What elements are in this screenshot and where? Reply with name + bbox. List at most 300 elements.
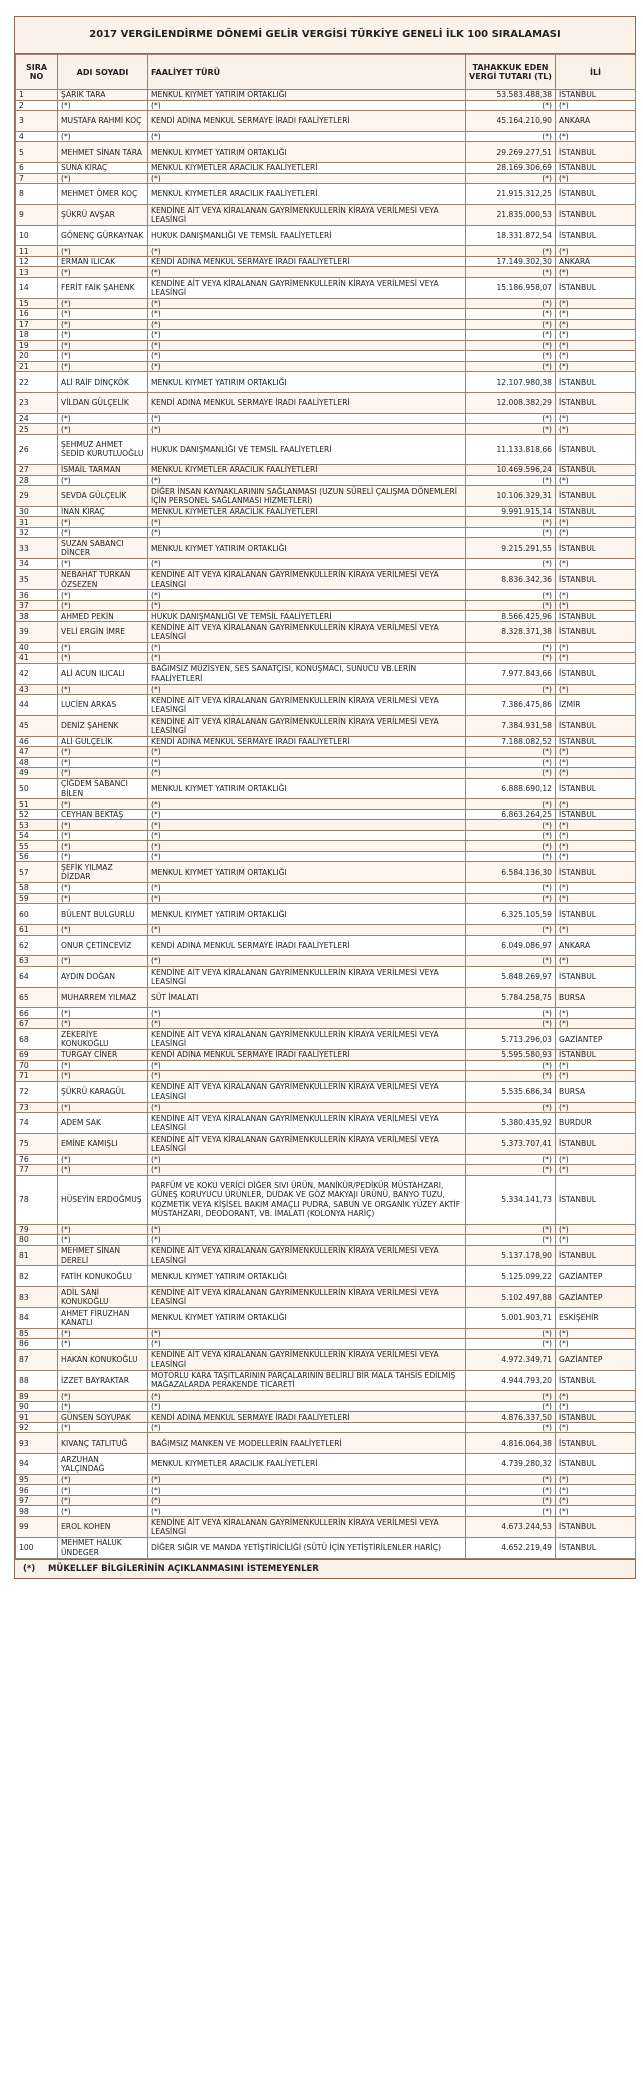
cell-city: GAZİANTEP — [556, 1287, 636, 1308]
table-row — [16, 799, 636, 810]
table-row — [16, 757, 636, 768]
table-row — [16, 506, 636, 517]
cell-amount: 6.584.136,30 — [466, 862, 556, 883]
footer-text: MÜKELLEF BİLGİLERİNİN AÇIKLANMASINI İSTEMEYENLER — [47, 1563, 319, 1574]
document-title: 2017 VERGİLENDİRME DÖNEMİ GELİR VERGİSİ TÜRKİYE GENELİ İLK 100 SIRALAMASI — [15, 17, 635, 54]
cell-amount: 4.972.349,71 — [466, 1349, 556, 1370]
cell-activity: MENKUL KIYMETLER ARACILIK FAALİYETLERİ — [148, 184, 466, 205]
cell-rank: 44 — [16, 695, 58, 716]
cell-rank: 52 — [16, 809, 58, 820]
cell-city: (*) — [556, 1235, 636, 1246]
cell-activity: MENKUL KIYMETLER ARACILIK FAALİYETLERİ — [148, 465, 466, 476]
cell-activity: (*) — [148, 1422, 466, 1433]
cell-activity: (*) — [148, 1495, 466, 1506]
cell-rank: 33 — [16, 538, 58, 559]
cell-activity: (*) — [148, 1328, 466, 1339]
cell-name: SUNA KIRAÇ — [58, 163, 148, 174]
table-row — [16, 966, 636, 987]
cell-name: VELİ ERGİN İMRE — [58, 621, 148, 642]
table-row — [16, 517, 636, 528]
cell-name: (*) — [58, 600, 148, 611]
table-row — [16, 527, 636, 538]
cell-city: (*) — [556, 517, 636, 528]
cell-city: GAZİANTEP — [556, 1349, 636, 1370]
cell-amount: (*) — [466, 559, 556, 570]
cell-rank: 58 — [16, 883, 58, 894]
table-row — [16, 1175, 636, 1224]
table-row — [16, 90, 636, 101]
table-row — [16, 204, 636, 225]
cell-activity: HUKUK DANIŞMANLIĞI VE TEMSİL FAALİYETLERİ — [148, 225, 466, 246]
cell-amount: (*) — [466, 361, 556, 372]
cell-rank: 81 — [16, 1245, 58, 1266]
cell-rank: 46 — [16, 736, 58, 747]
table-row — [16, 1391, 636, 1402]
cell-name: (*) — [58, 1102, 148, 1113]
cell-activity: (*) — [148, 590, 466, 601]
cell-activity: (*) — [148, 830, 466, 841]
cell-rank: 39 — [16, 621, 58, 642]
cell-city: (*) — [556, 1060, 636, 1071]
cell-rank: 70 — [16, 1060, 58, 1071]
cell-city: İSTANBUL — [556, 225, 636, 246]
cell-activity: (*) — [148, 883, 466, 894]
cell-amount: 4.876.337,50 — [466, 1412, 556, 1423]
table-row — [16, 1071, 636, 1082]
cell-name: (*) — [58, 1165, 148, 1176]
cell-rank: 40 — [16, 642, 58, 653]
cell-name: MUHARREM YILMAZ — [58, 987, 148, 1008]
cell-rank: 28 — [16, 475, 58, 486]
cell-name: (*) — [58, 1339, 148, 1350]
cell-name: ALİ RAİF DİNÇKÖK — [58, 372, 148, 393]
table-row — [16, 715, 636, 736]
cell-city: (*) — [556, 319, 636, 330]
table-row — [16, 1485, 636, 1496]
cell-city: İSTANBUL — [556, 1175, 636, 1224]
cell-activity: (*) — [148, 1235, 466, 1246]
cell-amount: 5.713.296,03 — [466, 1029, 556, 1050]
cell-rank: 74 — [16, 1113, 58, 1134]
cell-activity: HUKUK DANIŞMANLIĞI VE TEMSİL FAALİYETLERİ — [148, 434, 466, 464]
cell-amount: 6.049.086,97 — [466, 935, 556, 956]
cell-activity: (*) — [148, 642, 466, 653]
cell-rank: 31 — [16, 517, 58, 528]
cell-name: (*) — [58, 267, 148, 278]
cell-amount: 6.863.264,25 — [466, 809, 556, 820]
table-row — [16, 611, 636, 622]
cell-amount: (*) — [466, 757, 556, 768]
table-row — [16, 1224, 636, 1235]
cell-activity: MENKUL KIYMETLER ARACILIK FAALİYETLERİ — [148, 163, 466, 174]
cell-name: (*) — [58, 590, 148, 601]
cell-name: ALİ ACUN ILICALI — [58, 663, 148, 684]
cell-amount: (*) — [466, 684, 556, 695]
table-row — [16, 768, 636, 779]
cell-city: (*) — [556, 684, 636, 695]
cell-amount: 8.566.425,96 — [466, 611, 556, 622]
cell-name: İSMAİL TARMAN — [58, 465, 148, 476]
cell-amount: (*) — [466, 851, 556, 862]
cell-city: İSTANBUL — [556, 862, 636, 883]
cell-activity: (*) — [148, 1391, 466, 1402]
cell-city: (*) — [556, 851, 636, 862]
cell-amount: 18.331.872,54 — [466, 225, 556, 246]
cell-name: (*) — [58, 131, 148, 142]
cell-amount: 5.373.707,41 — [466, 1133, 556, 1154]
table-row — [16, 904, 636, 925]
table-row — [16, 1349, 636, 1370]
cell-activity: (*) — [148, 956, 466, 967]
cell-name: FERİT FAİK ŞAHENK — [58, 277, 148, 298]
cell-rank: 35 — [16, 569, 58, 590]
cell-name: (*) — [58, 517, 148, 528]
cell-amount: (*) — [466, 246, 556, 257]
cell-name: (*) — [58, 1071, 148, 1082]
table-row — [16, 1454, 636, 1475]
cell-name: MUSTAFA RAHMİ KOÇ — [58, 111, 148, 132]
cell-rank: 55 — [16, 841, 58, 852]
cell-amount: 9.991.915,14 — [466, 506, 556, 517]
table-row — [16, 590, 636, 601]
cell-name: (*) — [58, 246, 148, 257]
cell-activity: (*) — [148, 1018, 466, 1029]
cell-amount: (*) — [466, 1102, 556, 1113]
cell-activity: KENDİNE AİT VEYA KİRALANAN GAYRİMENKULLERİN KİRAYA VERİLMESİ VEYA LEASİNGİ — [148, 1287, 466, 1308]
cell-name: MEHMET ÖMER KOÇ — [58, 184, 148, 205]
cell-activity: (*) — [148, 424, 466, 435]
cell-city: (*) — [556, 925, 636, 936]
cell-name: (*) — [58, 830, 148, 841]
table-row — [16, 475, 636, 486]
cell-city: (*) — [556, 100, 636, 111]
cell-city: İSTANBUL — [556, 569, 636, 590]
cell-name: (*) — [58, 768, 148, 779]
cell-rank: 25 — [16, 424, 58, 435]
cell-name: (*) — [58, 1224, 148, 1235]
cell-activity: KENDİ ADINA MENKUL SERMAYE İRADI FAALİYETLERİ — [148, 736, 466, 747]
cell-name: MEHMET HALUK ÜNDEGER — [58, 1537, 148, 1558]
table-row — [16, 830, 636, 841]
cell-activity: (*) — [148, 1474, 466, 1485]
cell-name: (*) — [58, 893, 148, 904]
cell-rank: 95 — [16, 1474, 58, 1485]
cell-city: İSTANBUL — [556, 1050, 636, 1061]
cell-amount: (*) — [466, 1339, 556, 1350]
cell-activity: (*) — [148, 768, 466, 779]
cell-rank: 69 — [16, 1050, 58, 1061]
cell-amount: 10.106.329,31 — [466, 486, 556, 507]
cell-activity: (*) — [148, 1339, 466, 1350]
cell-activity: MENKUL KIYMET YATIRIM ORTAKLIĞI — [148, 904, 466, 925]
cell-city: İSTANBUL — [556, 142, 636, 163]
table-row — [16, 1495, 636, 1506]
cell-amount: (*) — [466, 1071, 556, 1082]
cell-name: ADEM SAK — [58, 1113, 148, 1134]
cell-amount: (*) — [466, 424, 556, 435]
cell-rank: 100 — [16, 1537, 58, 1558]
cell-name: AYDIN DOĞAN — [58, 966, 148, 987]
cell-amount: 5.137.178,90 — [466, 1245, 556, 1266]
cell-rank: 51 — [16, 799, 58, 810]
cell-name: ERMAN ILICAK — [58, 256, 148, 267]
cell-city: BURSA — [556, 1081, 636, 1102]
cell-rank: 62 — [16, 935, 58, 956]
table-row — [16, 987, 636, 1008]
cell-city: (*) — [556, 527, 636, 538]
cell-activity: (*) — [148, 1401, 466, 1412]
cell-name: DENİZ ŞAHENK — [58, 715, 148, 736]
cell-rank: 67 — [16, 1018, 58, 1029]
cell-name: (*) — [58, 653, 148, 664]
cell-activity: PARFÜM VE KOKU VERİCİ DİĞER SIVI ÜRÜN, MANİKÜR/PEDİKÜR MÜSTAHZARI, GÜNEŞ KORUYUCU ÜRÜNLER, DUDAK VE GÖZ MAKYAJI ÜRÜNÜ, BANYO TUZU, KOZMETİK VEYA KİŞİSEL BAKIM AMAÇLI PUDRA, SABUN VE ORGANİK YÜZEY AKTİF MÜSTAHZARI, DEODORANT, VB. İMALATI (KOLONYA HARİÇ) — [148, 1175, 466, 1224]
cell-name: İZZET BAYRAKTAR — [58, 1370, 148, 1391]
cell-amount: 4.673.244,53 — [466, 1516, 556, 1537]
cell-amount: (*) — [466, 653, 556, 664]
cell-rank: 36 — [16, 590, 58, 601]
table-row — [16, 163, 636, 174]
cell-name: (*) — [58, 925, 148, 936]
cell-city: İSTANBUL — [556, 90, 636, 101]
cell-amount: (*) — [466, 330, 556, 341]
cell-amount: 4.816.064,38 — [466, 1433, 556, 1454]
cell-amount: (*) — [466, 768, 556, 779]
cell-activity: KENDİNE AİT VEYA KİRALANAN GAYRİMENKULLERİN KİRAYA VERİLMESİ VEYA LEASİNGİ — [148, 1133, 466, 1154]
cell-city: (*) — [556, 747, 636, 758]
cell-amount: (*) — [466, 1495, 556, 1506]
cell-city: (*) — [556, 883, 636, 894]
table-header-row — [16, 55, 636, 90]
cell-amount: 29.269.277,51 — [466, 142, 556, 163]
table-row — [16, 925, 636, 936]
cell-name: ARZUHAN YALÇINDAĞ — [58, 1454, 148, 1475]
cell-activity: MENKUL KIYMETLER ARACILIK FAALİYETLERİ — [148, 1454, 466, 1475]
cell-activity: BAĞIMSIZ MÜZİSYEN, SES SANATÇISI, KONUŞMACI, SUNUCU VB.LERİN FAALİYETLERİ — [148, 663, 466, 684]
table-row — [16, 309, 636, 320]
cell-amount: 7.384.931,58 — [466, 715, 556, 736]
cell-rank: 42 — [16, 663, 58, 684]
cell-amount: (*) — [466, 298, 556, 309]
cell-city: ESKİŞEHİR — [556, 1308, 636, 1329]
cell-rank: 64 — [16, 966, 58, 987]
cell-name: (*) — [58, 361, 148, 372]
cell-rank: 96 — [16, 1485, 58, 1496]
cell-name: (*) — [58, 330, 148, 341]
cell-rank: 48 — [16, 757, 58, 768]
table-row — [16, 695, 636, 716]
ranking-table — [15, 54, 636, 1559]
cell-city: İSTANBUL — [556, 1433, 636, 1454]
cell-rank: 4 — [16, 131, 58, 142]
cell-amount: 28.169.306,69 — [466, 163, 556, 174]
cell-name: GÖNENÇ GÜRKAYNAK — [58, 225, 148, 246]
cell-name: (*) — [58, 173, 148, 184]
cell-amount: 17.149.302,30 — [466, 256, 556, 267]
cell-amount: (*) — [466, 1506, 556, 1517]
cell-rank: 86 — [16, 1339, 58, 1350]
cell-activity: MENKUL KIYMET YATIRIM ORTAKLIĞI — [148, 1266, 466, 1287]
cell-rank: 27 — [16, 465, 58, 476]
table-row — [16, 1506, 636, 1517]
cell-activity: MENKUL KIYMET YATIRIM ORTAKLIĞI — [148, 372, 466, 393]
cell-name: (*) — [58, 1008, 148, 1019]
cell-city: (*) — [556, 475, 636, 486]
table-row — [16, 538, 636, 559]
cell-amount: (*) — [466, 1165, 556, 1176]
cell-name: (*) — [58, 851, 148, 862]
cell-activity: MENKUL KIYMETLER ARACILIK FAALİYETLERİ — [148, 506, 466, 517]
cell-name: (*) — [58, 747, 148, 758]
cell-rank: 41 — [16, 653, 58, 664]
cell-name: (*) — [58, 309, 148, 320]
cell-amount: (*) — [466, 600, 556, 611]
table-row — [16, 841, 636, 852]
cell-amount: 12.008.382,29 — [466, 393, 556, 414]
table-row — [16, 1102, 636, 1113]
cell-activity: KENDİNE AİT VEYA KİRALANAN GAYRİMENKULLERİN KİRAYA VERİLMESİ VEYA LEASİNGİ — [148, 1349, 466, 1370]
cell-amount: (*) — [466, 1328, 556, 1339]
cell-city: (*) — [556, 1008, 636, 1019]
cell-rank: 12 — [16, 256, 58, 267]
table-row — [16, 663, 636, 684]
cell-city: İSTANBUL — [556, 372, 636, 393]
table-row — [16, 351, 636, 362]
table-row — [16, 330, 636, 341]
cell-activity: KENDİNE AİT VEYA KİRALANAN GAYRİMENKULLERİN KİRAYA VERİLMESİ VEYA LEASİNGİ — [148, 621, 466, 642]
table-row — [16, 100, 636, 111]
cell-name: BÜLENT BULGURLU — [58, 904, 148, 925]
cell-city: İSTANBUL — [556, 163, 636, 174]
cell-rank: 71 — [16, 1071, 58, 1082]
cell-city: (*) — [556, 131, 636, 142]
cell-city: (*) — [556, 351, 636, 362]
cell-rank: 57 — [16, 862, 58, 883]
cell-city: (*) — [556, 1474, 636, 1485]
cell-city: (*) — [556, 246, 636, 257]
table-row — [16, 820, 636, 831]
cell-rank: 11 — [16, 246, 58, 257]
cell-name: ONUR ÇETİNCEVİZ — [58, 935, 148, 956]
cell-activity: (*) — [148, 820, 466, 831]
cell-name: AHMET FİRUZHAN KANATLI — [58, 1308, 148, 1329]
header-amount: TAHAKKUK EDEN VERGİ TUTARI (TL) — [466, 55, 556, 90]
cell-city: BURDUR — [556, 1113, 636, 1134]
cell-city: (*) — [556, 1339, 636, 1350]
cell-city: (*) — [556, 361, 636, 372]
cell-rank: 92 — [16, 1422, 58, 1433]
cell-activity: (*) — [148, 517, 466, 528]
cell-amount: 4.652.219,49 — [466, 1537, 556, 1558]
cell-name: HÜSEYİN ERDOĞMUŞ — [58, 1175, 148, 1224]
cell-name: MEHMET SİNAN DERELİ — [58, 1245, 148, 1266]
cell-city: (*) — [556, 267, 636, 278]
cell-city: İSTANBUL — [556, 1537, 636, 1558]
cell-city: (*) — [556, 799, 636, 810]
cell-activity: (*) — [148, 600, 466, 611]
cell-amount: 5.784.258,75 — [466, 987, 556, 1008]
cell-city: GAZİANTEP — [556, 1266, 636, 1287]
cell-rank: 34 — [16, 559, 58, 570]
footer-note — [15, 1559, 635, 1578]
table-row — [16, 1245, 636, 1266]
cell-amount: 5.102.497,88 — [466, 1287, 556, 1308]
cell-activity: KENDİNE AİT VEYA KİRALANAN GAYRİMENKULLERİN KİRAYA VERİLMESİ VEYA LEASİNGİ — [148, 1245, 466, 1266]
cell-city: İSTANBUL — [556, 1454, 636, 1475]
cell-activity: (*) — [148, 653, 466, 664]
cell-rank: 68 — [16, 1029, 58, 1050]
cell-activity: (*) — [148, 330, 466, 341]
cell-name: GÜNSEN SOYUPAK — [58, 1412, 148, 1423]
cell-name: (*) — [58, 883, 148, 894]
cell-activity: MENKUL KIYMET YATIRIM ORTAKLIĞI — [148, 90, 466, 101]
cell-name: ZEKERİYE KONUKOĞLU — [58, 1029, 148, 1050]
cell-amount: (*) — [466, 267, 556, 278]
cell-name: (*) — [58, 1328, 148, 1339]
cell-amount: (*) — [466, 527, 556, 538]
cell-city: (*) — [556, 1154, 636, 1165]
cell-city: İSTANBUL — [556, 1370, 636, 1391]
cell-amount: (*) — [466, 1018, 556, 1029]
cell-activity: SÜT İMALATI — [148, 987, 466, 1008]
cell-rank: 45 — [16, 715, 58, 736]
table-row — [16, 361, 636, 372]
cell-rank: 65 — [16, 987, 58, 1008]
cell-activity: (*) — [148, 309, 466, 320]
table-row — [16, 1474, 636, 1485]
table-row — [16, 1008, 636, 1019]
cell-name: (*) — [58, 351, 148, 362]
table-row — [16, 1113, 636, 1134]
cell-activity: (*) — [148, 267, 466, 278]
cell-activity: (*) — [148, 841, 466, 852]
cell-activity: KENDİNE AİT VEYA KİRALANAN GAYRİMENKULLERİN KİRAYA VERİLMESİ VEYA LEASİNGİ — [148, 569, 466, 590]
cell-rank: 61 — [16, 925, 58, 936]
cell-rank: 30 — [16, 506, 58, 517]
cell-name: KIVANÇ TATLITUĞ — [58, 1433, 148, 1454]
cell-rank: 60 — [16, 904, 58, 925]
cell-amount: (*) — [466, 309, 556, 320]
cell-activity: MOTORLU KARA TAŞITLARININ PARÇALARININ BELİRLİ BİR MALA TAHSİS EDİLMİŞ MAĞAZALARDA PERAKENDE TİCARETİ — [148, 1370, 466, 1391]
cell-rank: 15 — [16, 298, 58, 309]
cell-city: (*) — [556, 1506, 636, 1517]
cell-activity: KENDİNE AİT VEYA KİRALANAN GAYRİMENKULLERİN KİRAYA VERİLMESİ VEYA LEASİNGİ — [148, 715, 466, 736]
cell-name: (*) — [58, 1235, 148, 1246]
table-row — [16, 277, 636, 298]
cell-amount: (*) — [466, 925, 556, 936]
cell-city: (*) — [556, 653, 636, 664]
cell-city: İZMİR — [556, 695, 636, 716]
cell-activity: (*) — [148, 1154, 466, 1165]
cell-amount: 5.380.435,92 — [466, 1113, 556, 1134]
table-row — [16, 1516, 636, 1537]
cell-activity: (*) — [148, 1165, 466, 1176]
cell-name: ŞEHMUZ AHMET SEDİD KURUTLUOĞLU — [58, 434, 148, 464]
table-row — [16, 956, 636, 967]
table-row — [16, 184, 636, 205]
cell-activity: (*) — [148, 1008, 466, 1019]
cell-activity: KENDİ ADINA MENKUL SERMAYE İRADI FAALİYETLERİ — [148, 393, 466, 414]
cell-rank: 63 — [16, 956, 58, 967]
cell-amount: (*) — [466, 1485, 556, 1496]
cell-activity: (*) — [148, 246, 466, 257]
cell-city: İSTANBUL — [556, 715, 636, 736]
cell-city: (*) — [556, 1401, 636, 1412]
cell-activity: KENDİNE AİT VEYA KİRALANAN GAYRİMENKULLERİN KİRAYA VERİLMESİ VEYA LEASİNGİ — [148, 1113, 466, 1134]
table-row — [16, 569, 636, 590]
cell-rank: 6 — [16, 163, 58, 174]
cell-amount: (*) — [466, 747, 556, 758]
table-row — [16, 1287, 636, 1308]
